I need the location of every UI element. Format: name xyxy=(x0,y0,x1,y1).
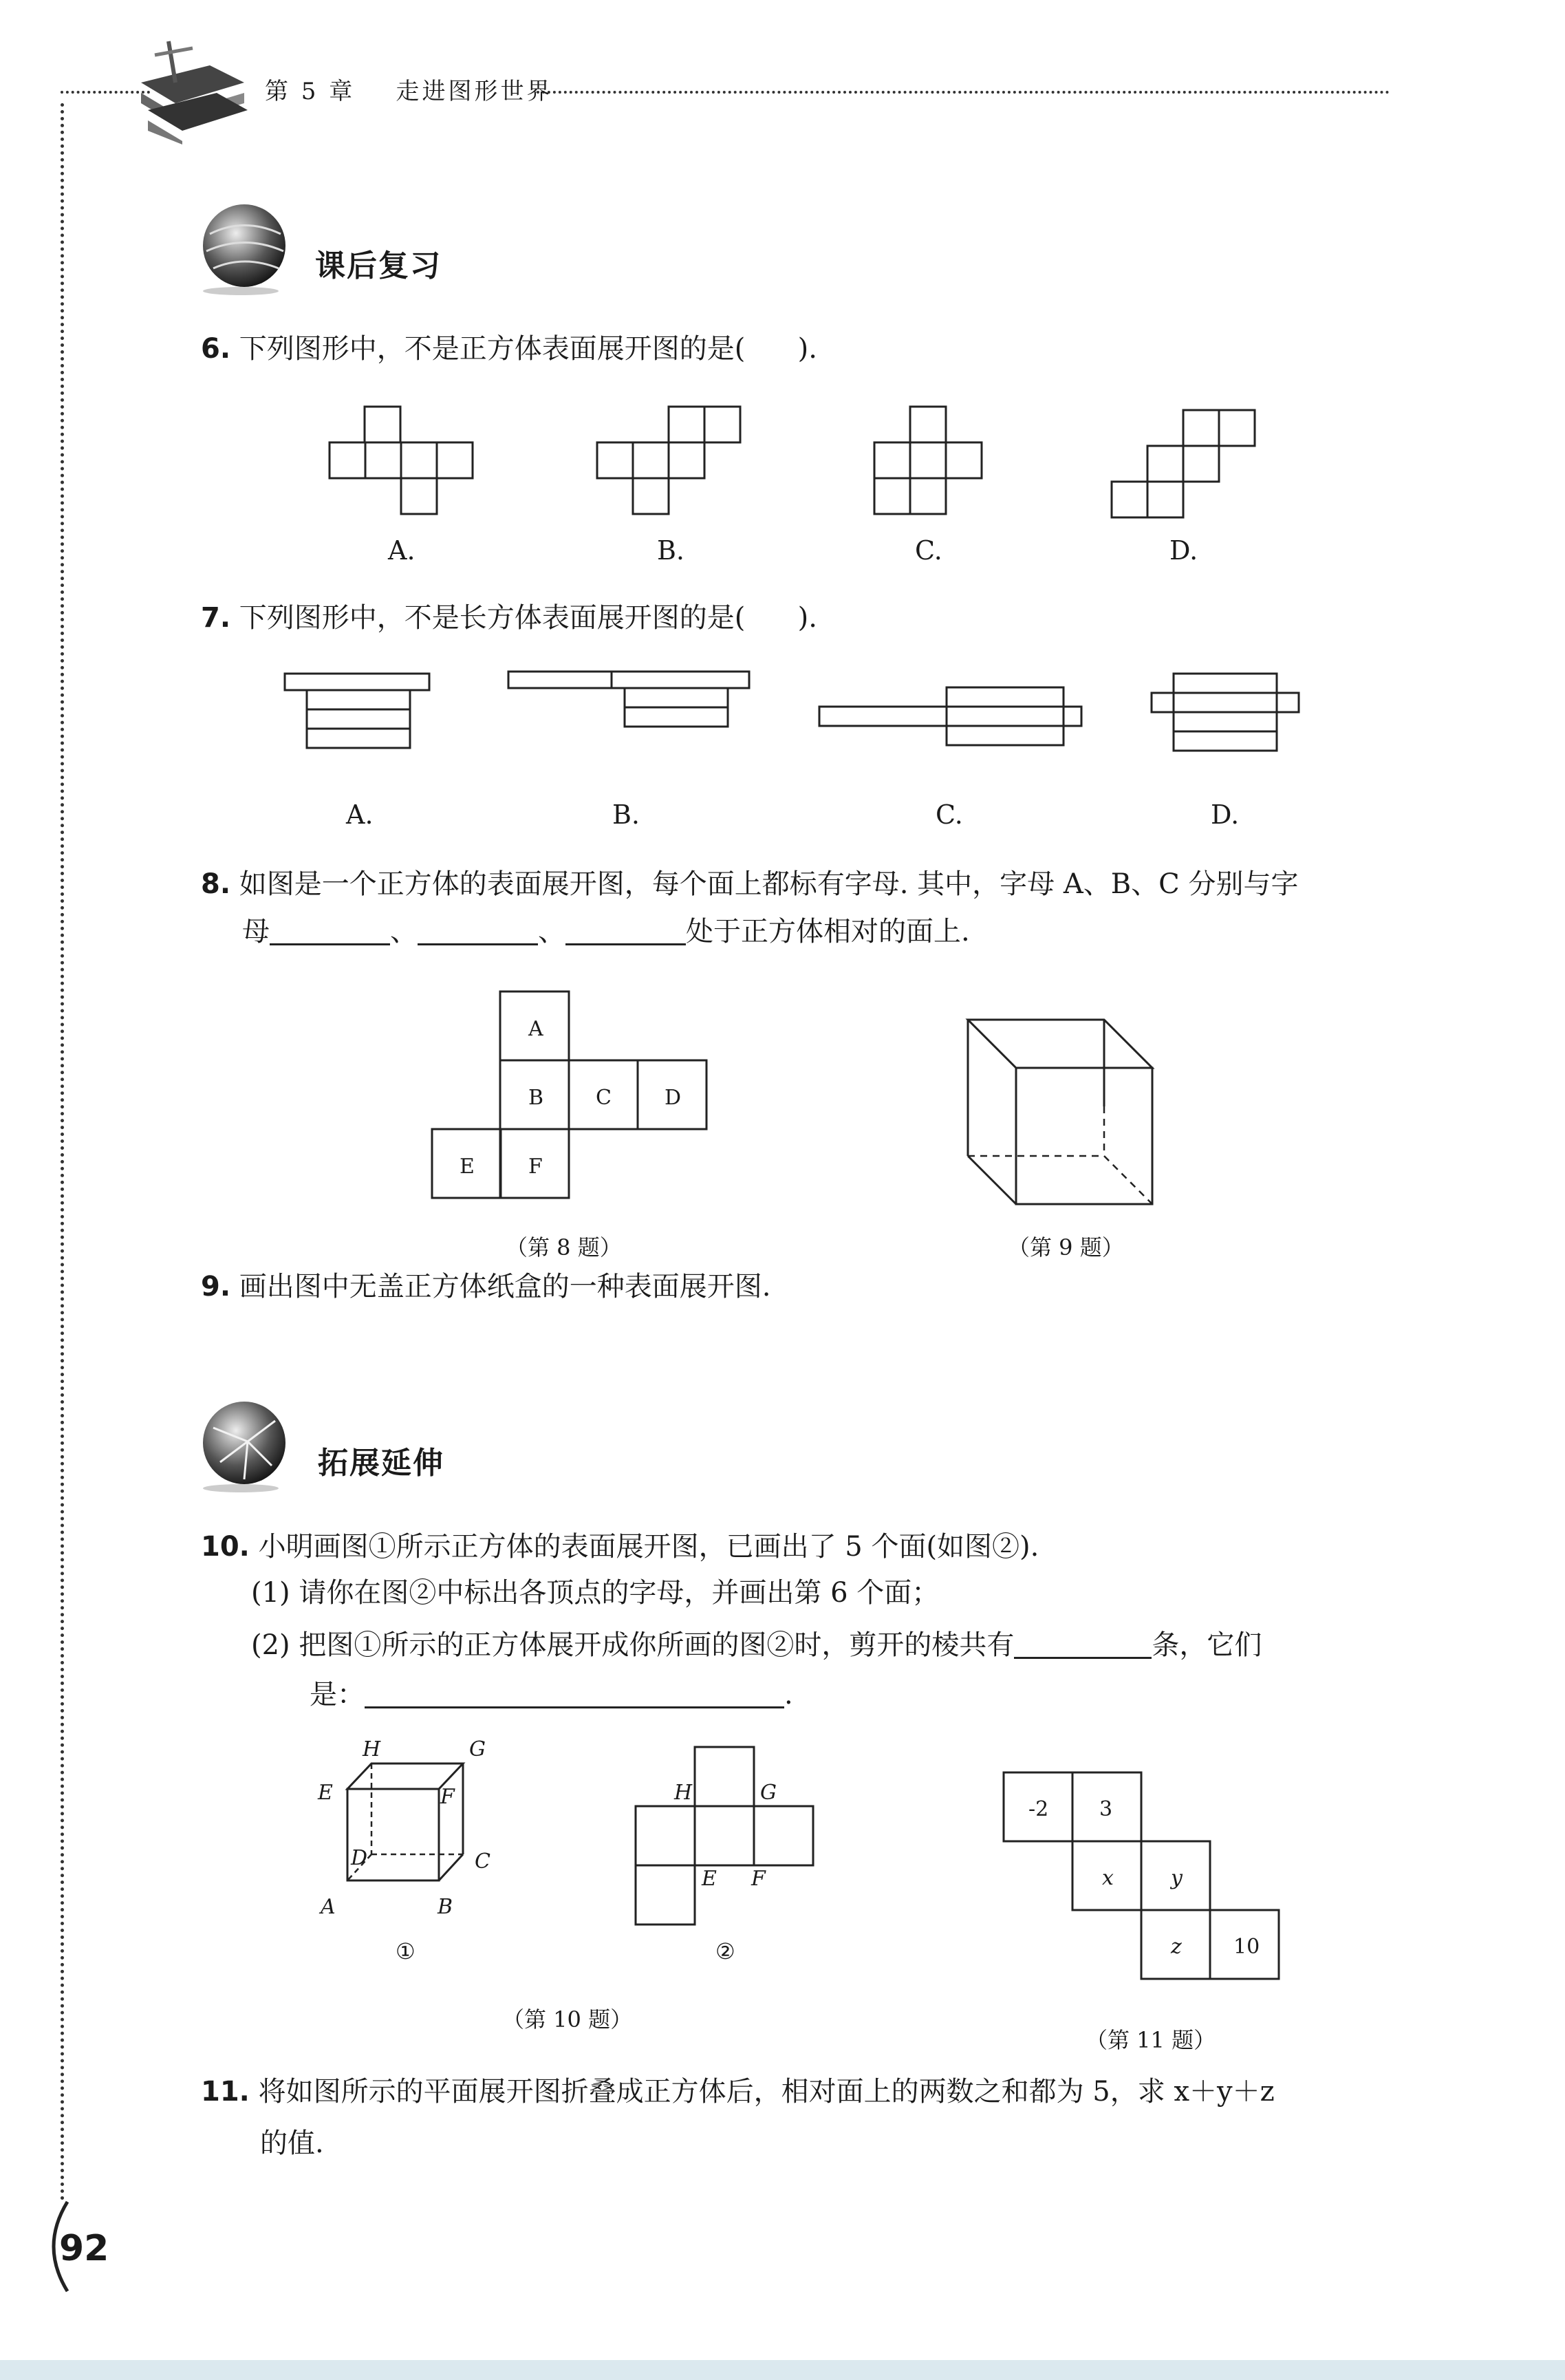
margin-rule xyxy=(61,103,64,2202)
question-number: 7. xyxy=(201,602,231,634)
question-10 xyxy=(201,1533,1039,1561)
q7-net-d xyxy=(1151,673,1302,755)
header-rule xyxy=(537,91,1390,94)
caption-q11: （第 11 题） xyxy=(1086,2027,1216,2053)
answer-blank-a[interactable] xyxy=(270,917,390,945)
q7-net-c xyxy=(819,687,1083,752)
vertex-label: A xyxy=(321,1895,336,1919)
q9-cube xyxy=(967,1018,1166,1208)
q6-net-a xyxy=(329,406,473,519)
question-text: 下列图形中，不是正方体表面展开图的是( ). xyxy=(239,333,817,365)
bottom-band xyxy=(0,2360,1565,2380)
vertex-label: G xyxy=(760,1781,777,1805)
vertex-label: D xyxy=(351,1846,368,1870)
cell-value: 10 xyxy=(1233,1935,1260,1959)
answer-blank-edges[interactable] xyxy=(365,1680,784,1708)
q7-option-a[interactable]: A. xyxy=(346,800,374,830)
question-11 xyxy=(201,2076,1275,2108)
answer-blank-b[interactable] xyxy=(418,917,538,945)
cell-value: -2 xyxy=(1028,1797,1049,1821)
q6-net-d xyxy=(1111,409,1259,523)
question-10-part2-line2: 是： . xyxy=(310,1679,793,1711)
page-number: 92 xyxy=(59,2228,109,2269)
question-11-line2: 的值. xyxy=(260,2127,324,2159)
question-number: 10. xyxy=(201,1531,250,1563)
section-title-review: 课后复习 xyxy=(315,248,442,283)
chapter-title: 走进图形世界 xyxy=(396,78,553,105)
q10-cube-figure xyxy=(336,1758,473,1896)
question-9 xyxy=(201,1273,770,1300)
question-text: 如图是一个正方体的表面展开图，每个面上都标有字母. 其中，字母 A、B、C 分别与字 xyxy=(239,868,1299,900)
q7-net-b xyxy=(508,671,752,736)
vertex-label: E xyxy=(702,1867,717,1891)
q6-net-b xyxy=(596,406,744,519)
question-8-line2: 母 、 、 处于正方体相对的面上. xyxy=(242,916,970,947)
face-label: B xyxy=(528,1086,544,1110)
figure-1-label: ① xyxy=(396,1938,415,1964)
vertex-label: H xyxy=(363,1737,381,1761)
question-number: 11. xyxy=(201,2076,250,2108)
q6-net-c xyxy=(874,406,987,519)
face-label: D xyxy=(665,1086,682,1110)
question-number: 6. xyxy=(201,333,231,365)
question-7 xyxy=(201,604,817,632)
cell-value: y xyxy=(1171,1866,1183,1890)
vertex-label: E xyxy=(318,1781,333,1805)
q7-option-b[interactable]: B. xyxy=(612,800,640,830)
caption-q9: （第 9 题） xyxy=(1008,1234,1124,1261)
header xyxy=(265,72,552,106)
answer-blank-edge-count[interactable] xyxy=(1014,1631,1152,1659)
question-6 xyxy=(201,335,817,363)
q6-option-c[interactable]: C. xyxy=(915,535,942,566)
vertex-label: F xyxy=(440,1785,455,1809)
answer-blank-c[interactable] xyxy=(565,917,686,945)
question-text: 小明画图①所示正方体的表面展开图，已画出了 5 个面(如图②). xyxy=(258,1531,1039,1563)
q7-option-d[interactable]: D. xyxy=(1211,800,1240,830)
question-text: 画出图中无盖正方体纸盒的一种表面展开图. xyxy=(239,1271,771,1302)
cell-value: z xyxy=(1171,1935,1182,1959)
face-label: C xyxy=(596,1086,612,1110)
q6-option-d[interactable]: D. xyxy=(1169,535,1198,566)
q7-net-a xyxy=(284,673,432,752)
vertex-label: H xyxy=(674,1781,693,1805)
vertex-label: B xyxy=(438,1895,453,1919)
question-number: 9. xyxy=(201,1271,231,1302)
globe-network-icon xyxy=(199,1400,292,1493)
q6-option-b[interactable]: B. xyxy=(657,535,685,566)
figure-2-label: ② xyxy=(715,1938,735,1964)
q6-option-a[interactable]: A. xyxy=(388,535,415,566)
caption-q10: （第 10 题） xyxy=(502,2006,633,2033)
question-text: 下列图形中，不是长方体表面展开图的是( ). xyxy=(239,602,817,634)
cell-value: 3 xyxy=(1099,1797,1113,1821)
q10-partial-net xyxy=(635,1746,817,1932)
chapter-number: 第 5 章 xyxy=(265,78,356,105)
question-number: 8. xyxy=(201,868,231,900)
cell-value: x xyxy=(1102,1866,1114,1890)
face-label: A xyxy=(528,1017,543,1041)
section-title-extension: 拓展延伸 xyxy=(318,1446,444,1481)
face-label: E xyxy=(460,1155,475,1179)
question-text: 将如图所示的平面展开图折叠成正方体后，相对面上的两数之和都为 5，求 x＋y＋z xyxy=(258,2076,1275,2108)
vertex-label: C xyxy=(475,1850,490,1874)
face-label: F xyxy=(528,1155,543,1179)
books-logo-icon xyxy=(127,28,258,144)
globe-icon xyxy=(199,203,292,296)
question-10-part2: (2) 把图①所示的正方体展开成你所画的图②时，剪开的棱共有 条，它们 xyxy=(251,1629,1262,1661)
question-8 xyxy=(201,870,1299,898)
vertex-label: F xyxy=(751,1867,766,1891)
q7-option-c[interactable]: C. xyxy=(936,800,963,830)
caption-q8: （第 8 题） xyxy=(506,1234,622,1261)
question-10-part1: (1) 请你在图②中标出各顶点的字母，并画出第 6 个面； xyxy=(251,1577,940,1609)
vertex-label: G xyxy=(469,1737,486,1761)
